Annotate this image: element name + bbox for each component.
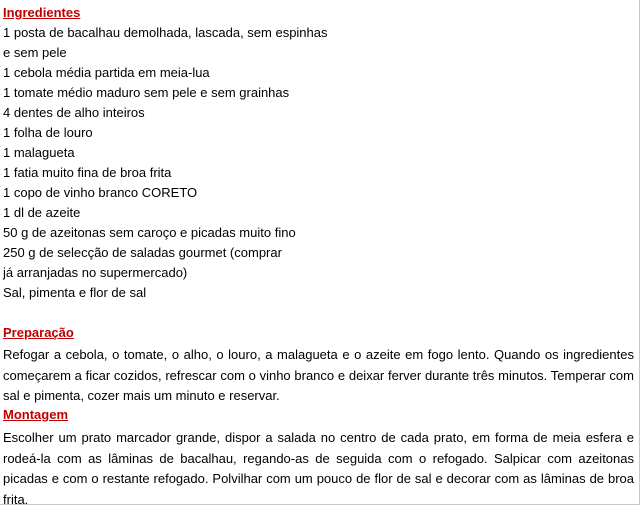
ingredient-line: 250 g de selecção de saladas gourmet (comprar [3, 245, 282, 260]
preparation-text: Refogar a cebola, o tomate, o alho, o louro, a malagueta e o azeite em fogo lento. Quando os ingredientes começarem a ficar cozidos, refrescar com o vinho branco e deixar ferver durante três minutos. Temperar com sal e pimenta, cozer mais um minuto e reservar. [3, 347, 634, 403]
preparation-heading: Preparação [3, 325, 74, 340]
ingredient-line: Sal, pimenta e flor de sal [3, 285, 147, 300]
ingredient-line: 50 g de azeitonas sem caroço e picadas muito fino [3, 225, 296, 240]
ingredients-section [3, 3, 348, 303]
preparation-heading-row [3, 323, 634, 343]
ingredient-line: 1 posta de bacalhau demolhada, lascada, sem espinhas [3, 25, 328, 40]
ingredient-line: 1 dl de azeite [3, 205, 81, 220]
ingredient-line: e sem pele [3, 45, 67, 60]
ingredient-line: 1 fatia muito fina de broa frita [3, 165, 172, 180]
ingredient-line: 1 folha de louro [3, 125, 93, 140]
ingredient-line: 1 copo de vinho branco CORETO [3, 185, 198, 200]
ingredient-line: 1 malagueta [3, 145, 75, 160]
montagem-heading: Montagem [3, 407, 68, 422]
montagem-heading-row [3, 405, 634, 425]
ingredient-line: já arranjadas no supermercado) [3, 265, 188, 280]
ingredients-heading: Ingredientes [3, 5, 81, 20]
ingredient-line: 1 cebola média partida em meia-lua [3, 65, 210, 80]
ingredient-line: 1 tomate médio maduro sem pele e sem grainhas [3, 85, 290, 100]
montagem-text: Escolher um prato marcador grande, dispor a salada no centro de cada prato, em forma de meia esfera e rodeá-la com as lâminas de bacalhau, regando-as de seguida com o refogado. Salpicar com azeitonas picadas e com o restante refogado. Polvilhar com um pouco de flor de sal e decorar com as lâminas de broa frita. [3, 430, 634, 507]
ingredient-line: 4 dentes de alho inteiros [3, 105, 145, 120]
